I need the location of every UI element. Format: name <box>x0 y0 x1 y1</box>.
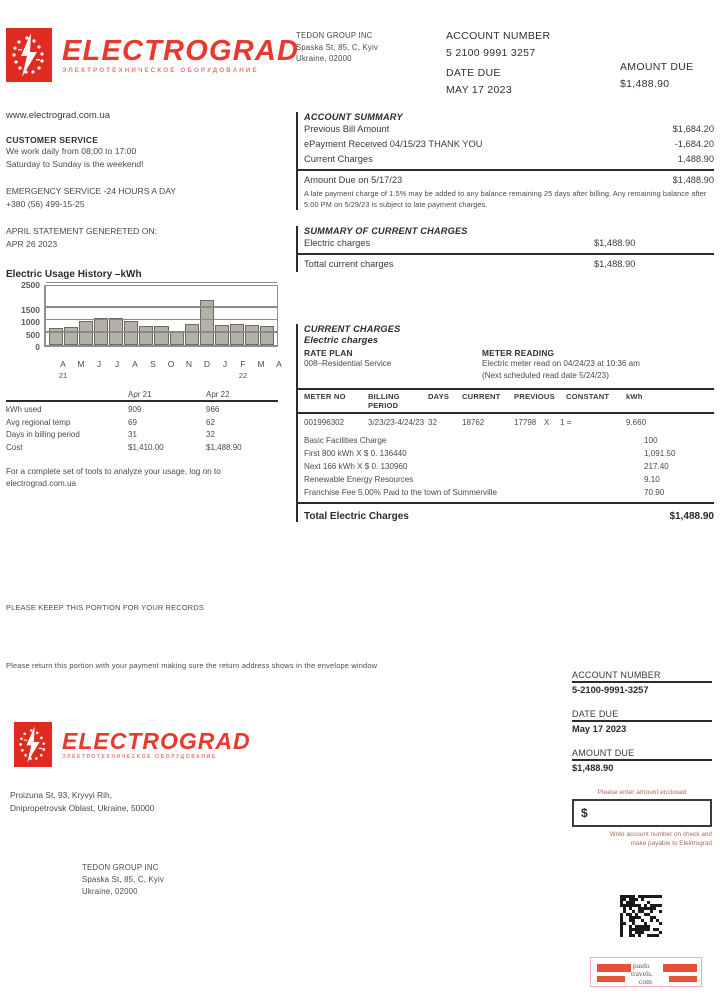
meter-reading-group <box>482 348 714 382</box>
table-row <box>6 442 278 455</box>
stub-date-due-label: DATE DUE <box>572 709 619 719</box>
stub-account-number-value: 5-2100-9991-3257 <box>572 685 649 695</box>
rate-plan-value: 008–Residential Service <box>304 359 392 368</box>
chart-bar <box>64 327 78 345</box>
check-instructions <box>572 830 712 848</box>
chart-bar <box>124 321 138 345</box>
date-due-value: MAY 17 2023 <box>446 84 512 96</box>
stub-rule-3 <box>572 759 712 761</box>
dollar-sign: $ <box>581 806 588 820</box>
right-column <box>296 30 714 522</box>
stub-customer-city: Ukraine, 02000 <box>82 887 138 896</box>
stub-customer-address <box>82 862 164 898</box>
chart-bar <box>170 331 184 345</box>
table-row <box>6 429 278 442</box>
summary-current-charges-divider <box>298 253 714 255</box>
charge-item-value: 9.10 <box>644 475 660 484</box>
chart-x-label: A <box>132 359 138 369</box>
footer-logo-line1: paulo <box>633 961 650 970</box>
usage-row-prev: $1,410.00 <box>128 442 164 452</box>
usage-row-curr: 62 <box>206 417 215 427</box>
usage-row-curr: 32 <box>206 430 215 439</box>
charge-item-label: Next 166 kWh X $ 0. 130960 <box>304 462 408 471</box>
return-portion-note: Please return this portion with your payment making sure the return address shows in the envelope window <box>6 661 378 670</box>
total-charges-divider <box>298 502 714 504</box>
summary-current-charges-panel <box>296 226 714 272</box>
account-summary-row-label: Previous Bill Amount <box>304 124 390 134</box>
account-number-value: 5 2100 9991 3257 <box>446 47 536 59</box>
chart-bar <box>185 324 199 345</box>
account-summary-row-amount: -1,684.20 <box>674 139 714 149</box>
usage-row-label: Days in billing period <box>6 430 80 439</box>
amount-due-group <box>620 30 714 96</box>
chart-x-label: O <box>167 359 175 369</box>
amount-enclosed-input[interactable] <box>572 799 712 827</box>
stub-rule-2 <box>572 720 712 722</box>
stub-rule-1 <box>572 681 712 683</box>
stub-company-logo <box>14 722 251 767</box>
amount-due-value: $1,488.90 <box>620 78 670 90</box>
usage-row-prev: 69 <box>128 417 137 427</box>
check-note-line1: Write account number on check and <box>609 831 712 838</box>
kwh-value: 9.660 <box>626 418 647 427</box>
customer-name: TEDON GROUP INC <box>296 31 373 40</box>
chart-x-label: D <box>203 359 211 369</box>
chart-bars <box>47 286 276 345</box>
meter-reading-line1: Electric meter read on 04/24/23 at 10:36 am <box>482 359 640 368</box>
customer-service-block <box>6 135 286 171</box>
stub-account-number-label: ACCOUNT NUMBER <box>572 670 661 680</box>
charge-line-item <box>304 447 714 460</box>
date-due-label: DATE DUE <box>446 67 501 79</box>
summary-current-charges-title: SUMMARY OF CURRENT CHARGES <box>304 226 468 236</box>
chart-gridline <box>46 319 277 321</box>
electric-usage-chart <box>6 269 286 382</box>
constant-value: 1 = <box>560 418 572 427</box>
usage-header-prev: Apr 21 <box>128 390 152 399</box>
current-charges-panel <box>296 324 714 522</box>
chart-x-label: J <box>114 359 120 369</box>
charge-item-value: 100 <box>644 436 658 445</box>
keep-portion-note: PLEASE KEEEP THIS PORTION FOR YOUR RECORDS <box>6 603 205 612</box>
usage-row-prev: 909 <box>128 405 142 414</box>
lightning-bolt-icon <box>6 28 52 82</box>
total-current-charges-value: $1,488.90 <box>594 259 636 269</box>
chart-bar <box>139 326 153 345</box>
meter-reading-data-table <box>304 416 714 427</box>
qr-code-icon <box>620 895 662 937</box>
account-summary-row <box>304 152 714 167</box>
meter-th-billing-period: BILLING PERIOD <box>368 392 400 410</box>
current-charges-subtitle: Electric charges <box>304 335 379 345</box>
usage-row-curr: $1,488.90 <box>206 442 242 452</box>
chart-plot-area <box>6 280 278 357</box>
account-summary-row-label: ePayment Received 04/15/23 THANK YOU <box>304 139 483 149</box>
charge-line-items <box>304 434 714 499</box>
chart-gridline <box>46 306 277 308</box>
stub-date-due-value: May 17 2023 <box>572 724 627 734</box>
stub-company-address <box>10 789 154 815</box>
chart-plot <box>44 285 278 347</box>
footer-logo <box>590 957 702 987</box>
charge-line-item <box>304 473 714 486</box>
lightning-bolt-icon <box>14 722 52 767</box>
current-charges-title: CURRENT CHARGES <box>304 324 401 334</box>
left-column <box>6 28 300 490</box>
chart-y-tick: 2500 <box>21 280 40 290</box>
logo-tagline: ЭЛЕКТРОТЕХНИЧЕСКОЕ ОБОРУДОВАНИЕ <box>62 67 259 74</box>
chart-y-tick: 1500 <box>21 304 40 315</box>
chart-bar <box>245 325 259 345</box>
account-summary-row <box>304 122 714 137</box>
tools-note: For a complete set of tools to analyze your usage, log on to electrograd.com.ua <box>6 467 221 488</box>
emergency-service-heading: EMERGENCY SERVICE -24 HOURS A DAY <box>6 186 177 196</box>
stub-address-line1: Proizuna St, 93, Kryvyi Rih, <box>10 790 112 800</box>
charge-line-item <box>304 434 714 447</box>
emergency-service-block <box>6 185 286 211</box>
logo-wordmark <box>62 36 299 74</box>
meter-th-previous: PREVIOUS <box>514 392 555 401</box>
meter-reading-table <box>304 392 714 410</box>
check-note-line2: make payable to Elektrograd <box>630 840 712 847</box>
chart-x-label: F <box>240 359 246 369</box>
website-link[interactable]: www.electrograd.com.ua <box>6 110 111 121</box>
customer-service-heading: CUSTOMER SERVICE <box>6 135 99 145</box>
usage-row-curr: 966 <box>206 405 220 414</box>
chart-y-axis <box>6 280 42 352</box>
usage-table-rule <box>6 400 278 402</box>
statement-heading: APRIL STATEMENT GENERETED ON: <box>6 226 158 236</box>
table-row <box>6 417 278 430</box>
rate-plan-group <box>304 348 482 382</box>
logo-name: ELECTROGRAD <box>62 35 300 67</box>
meter-table-mid-rule <box>298 412 714 414</box>
chart-year-labels <box>44 371 286 382</box>
chart-x-label: N <box>185 359 193 369</box>
chart-x-axis-labels <box>44 359 286 371</box>
table-row <box>304 416 714 427</box>
customer-address <box>296 30 446 96</box>
account-summary-panel <box>296 112 714 210</box>
chart-y-tick: 0 <box>35 342 40 352</box>
rate-plan-label: RATE PLAN <box>304 348 353 358</box>
chart-x-label: J <box>96 359 102 369</box>
meter-th-meter-no: METER NO <box>304 392 346 401</box>
meter-th-constant: CONSTANT <box>566 392 610 401</box>
charge-item-value: 1,091.50 <box>644 449 676 458</box>
customer-city: Ukraine, 02000 <box>296 54 352 63</box>
chart-y-tick: 1000 <box>21 317 40 328</box>
footer-logo-line2: travels. <box>631 969 653 978</box>
charge-item-label: First 800 kWh X $ 0. 136440 <box>304 449 407 458</box>
meter-th-current: CURRENT <box>462 392 501 401</box>
total-current-charges-row <box>304 257 714 272</box>
late-payment-fine-print: A late payment charge of 1.5% may be added to any balance remaining 25 days after billing. Any remaining balance after 5:00 PM on 5/29/23 is subject to late payment charges. <box>304 189 707 209</box>
charge-item-value: 217.40 <box>644 462 669 471</box>
usage-row-prev: 31 <box>128 430 137 439</box>
amount-due-row <box>304 173 714 188</box>
charge-item-label: Franchise Fee 5.00% Paid to the town of Summerville <box>304 488 497 497</box>
total-electric-charges-label: Total Electric Charges <box>304 511 409 522</box>
meter-th-days: DAYS <box>428 392 450 401</box>
electric-charges-label: Electric charges <box>304 238 371 248</box>
usage-header-blank <box>6 390 128 399</box>
meter-table-top-rule <box>298 388 714 390</box>
usage-comparison-table <box>6 390 278 454</box>
usage-row-label: Avg regional temp <box>6 417 71 427</box>
chart-bar <box>230 324 244 345</box>
meter-table-header-row <box>304 392 714 410</box>
account-summary-divider <box>298 169 714 171</box>
statement-date-block <box>6 225 286 251</box>
chart-gridline <box>46 331 277 333</box>
account-summary-title: ACCOUNT SUMMARY <box>304 112 403 122</box>
charge-item-label: Basic Facilities Charge <box>304 436 387 445</box>
usage-table-header-row <box>6 390 278 399</box>
meter-reading-line2: (Next scheduled read date 5/24/23) <box>482 371 609 380</box>
charge-item-value: 70.90 <box>644 488 665 497</box>
emergency-service-phone[interactable]: +380 (56) 499-15-25 <box>6 199 85 209</box>
statement-date: APR 26 2023 <box>6 239 58 249</box>
total-current-charges-label: Tottal current charges <box>304 259 394 269</box>
customer-service-line1: We work daily from 08:00 to 17:00 <box>6 146 137 156</box>
chart-bar <box>260 326 274 345</box>
usage-row-label: Cost <box>6 442 23 452</box>
total-electric-charges-row <box>304 506 714 522</box>
billing-period-value: 3/23/23-4/24/23 <box>368 418 425 427</box>
rate-meter-row <box>304 348 714 382</box>
chart-x-label: S <box>150 359 156 369</box>
enter-amount-note: Please enter amount enclosed <box>597 789 687 796</box>
stub-customer-street: Spaska St, 85, C, Kyiv <box>82 875 164 884</box>
stub-amount-due-label: AMOUNT DUE <box>572 748 635 758</box>
stub-logo-wordmark <box>62 729 251 760</box>
usage-row-label: kWh used <box>6 405 42 414</box>
previous-reading-value: 17798 <box>514 418 537 427</box>
account-header <box>296 30 714 96</box>
account-number-label: ACCOUNT NUMBER <box>446 30 551 42</box>
amount-due-on-label: Amount Due on 5/17/23 <box>304 175 403 185</box>
chart-title: Electric Usage History –kWh <box>6 269 142 280</box>
stub-logo-tagline: ЭЛЕКТРОТЕХНИЧЕСКОЕ ОБОРУДОВАНИЕ <box>62 754 217 760</box>
stub-customer-name: TEDON GROUP INC <box>82 863 159 872</box>
account-summary-row-label: Current Charges <box>304 154 373 164</box>
chart-year-label: 21 <box>58 371 68 380</box>
meter-th-kwh: kWh <box>626 392 643 401</box>
amount-due-label: AMOUNT DUE <box>620 61 694 73</box>
chart-year-label: 22 <box>238 371 248 380</box>
stub-payment-details <box>572 670 712 848</box>
customer-street: Spaska St, 85, C, Kyiv <box>296 42 378 52</box>
account-summary-row-amount: 1,488.90 <box>677 154 714 164</box>
chart-x-label: M <box>77 359 85 369</box>
chart-x-label: A <box>60 359 66 369</box>
chart-bar <box>215 325 229 345</box>
meter-no-value: 001996302 <box>304 418 345 427</box>
meter-reading-label: METER READING <box>482 348 555 358</box>
account-summary-row <box>304 137 714 152</box>
electric-charges-value: $1,488.90 <box>594 238 636 248</box>
chart-gridline <box>46 282 277 284</box>
stub-amount-due-value: $1,488.90 <box>572 763 614 773</box>
charge-item-label: Renewable Energy Resources <box>304 475 414 484</box>
usage-header-curr: Apr 22 <box>206 390 230 399</box>
multiply-symbol: X <box>544 418 550 427</box>
account-summary-row-amount: $1,684.20 <box>672 124 714 134</box>
chart-x-label: J <box>222 359 228 369</box>
footer-logo-line3: com <box>639 977 652 986</box>
table-row <box>6 404 278 417</box>
chart-bar <box>154 326 168 345</box>
chart-x-label: M <box>257 359 265 369</box>
account-header-values <box>446 30 714 96</box>
chart-y-tick: 500 <box>25 329 40 340</box>
account-number-group <box>446 30 620 96</box>
days-value: 32 <box>428 418 437 427</box>
stub-address-line2: Dnipropetrovsk Oblast, Ukraine, 50000 <box>10 803 155 813</box>
charge-line-item <box>304 486 714 499</box>
charge-line-item <box>304 460 714 473</box>
customer-service-line2: Saturday to Sunday is the weekend! <box>6 159 144 169</box>
stub-logo-name: ELECTROGRAD <box>62 728 251 754</box>
current-reading-value: 18762 <box>462 418 485 427</box>
chart-x-label: A <box>276 359 282 369</box>
electric-charges-row <box>304 236 714 251</box>
company-logo <box>6 28 300 82</box>
chart-bar <box>79 321 93 345</box>
amount-due-on-value: $1,488.90 <box>672 175 714 185</box>
total-electric-charges-value: $1,488.90 <box>669 511 714 522</box>
